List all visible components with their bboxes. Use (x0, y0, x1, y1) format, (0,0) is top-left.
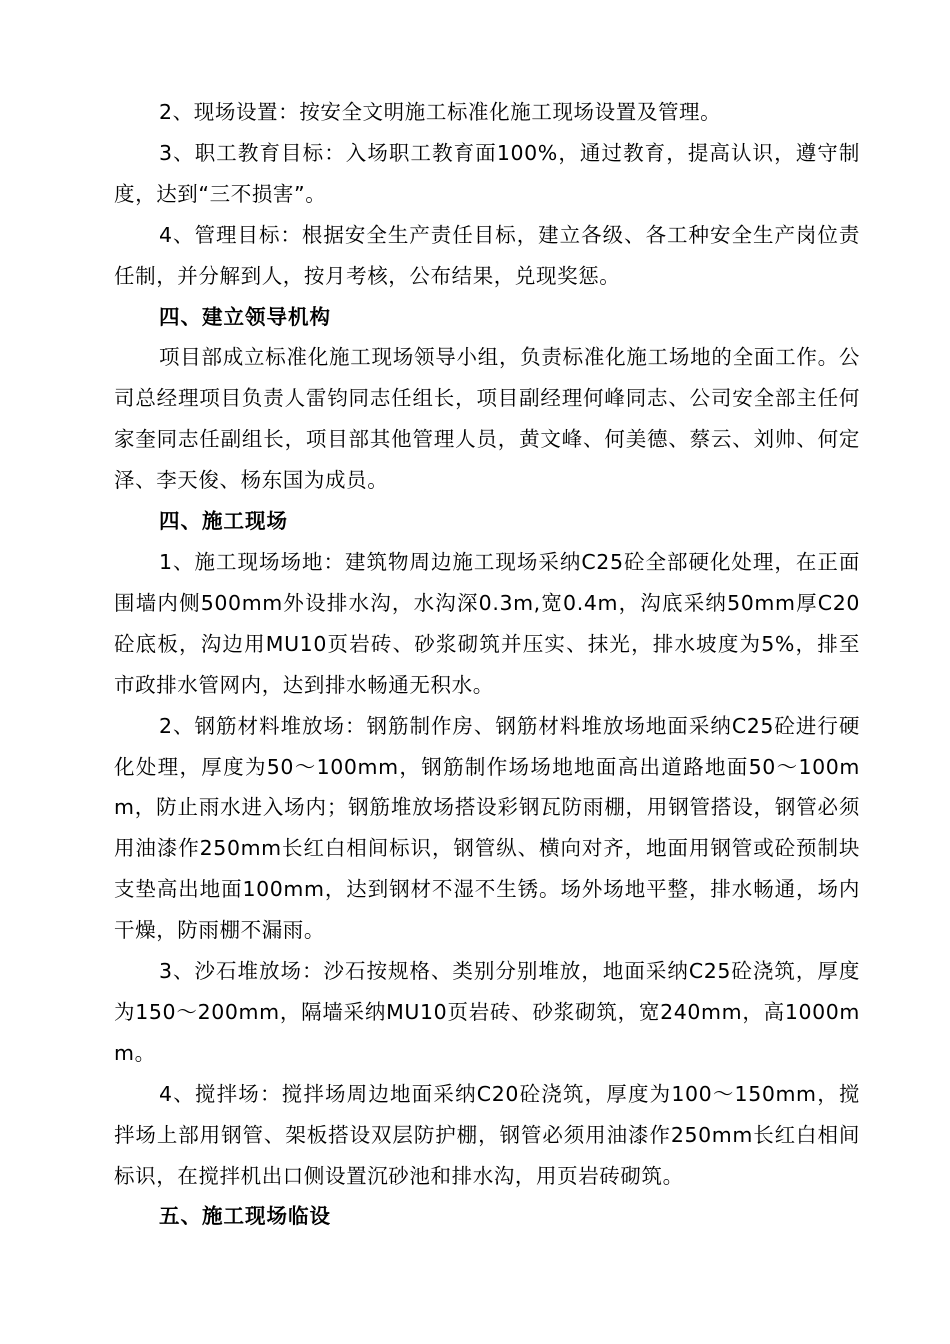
document-body (114, 92, 860, 1237)
paragraph-sand-gravel-yard: 3、沙石堆放场：沙石按规格、类别分别堆放，地面采纳C25砼浇筑，厚度为150～200mm，隔墙采纳MU10页岩砖、砂浆砌筑，宽240mm，高1000mm。 (114, 959, 860, 1065)
paragraph-site-setup: 2、现场设置：按安全文明施工标准化施工现场设置及管理。 (159, 100, 722, 124)
heading-temporary-facilities: 五、施工现场临设 (159, 1204, 331, 1229)
paragraph-mixing-yard: 4、搅拌场：搅拌场周边地面采纳C20砼浇筑，厚度为100～150mm，搅拌场上部用钢管、架板搭设双层防护棚，钢管必须用油漆作250mm长红白相间标识，在搅拌机出口侧设置沉砂池和排水沟，用页岩砖砌筑。 (114, 1081, 860, 1188)
paragraph-management-goal: 4、管理目标：根据安全生产责任目标，建立各级、各工种安全生产岗位责任制，并分解到人，按月考核，公布结果，兑现奖惩。 (114, 222, 860, 288)
paragraph-rebar-yard: 2、钢筋材料堆放场：钢筋制作房、钢筋材料堆放场地面采纳C25砼进行硬化处理，厚度为50～100mm，钢筋制作场场地地面高出道路地面50～100mm，防止雨水进入场内；钢筋堆放场搭设彩钢瓦防雨棚，用钢管搭设，钢管必须用油漆作250mm长红白相间标识，钢管纵、横向对齐，地面用钢管或砼预制块支垫高出地面100mm，达到钢材不湿不生锈。场外场地平整，排水畅通，场内干燥，防雨棚不漏雨。 (114, 713, 860, 943)
paragraph-education-goal: 3、职工教育目标：入场职工教育面100%，通过教育，提高认识，遵守制度，达到“三不损害”。 (114, 140, 860, 206)
paragraph-leadership-group: 项目部成立标准化施工现场领导小组，负责标准化施工场地的全面工作。公司总经理项目负责人雷钧同志任组长，项目副经理何峰同志、公司安全部主任何家奎同志任副组长，项目部其他管理人员，黄文峰、何美德、蔡云、刘帅、何定泽、李天俊、杨东国为成员。 (114, 345, 860, 493)
heading-construction-site: 四、施工现场 (159, 509, 288, 534)
heading-leadership: 四、建立领导机构 (159, 304, 331, 329)
paragraph-site-ground: 1、施工现场场地：建筑物周边施工现场采纳C25砼全部硬化处理，在正面围墙内侧500mm外设排水沟，水沟深0.3m,宽0.4m，沟底采纳50mm厚C20砼底板，沟边用MU10页岩砖、砂浆砌筑并压实、抹光，排水坡度为5%，排至市政排水管网内，达到排水畅通无积水。 (114, 549, 860, 697)
